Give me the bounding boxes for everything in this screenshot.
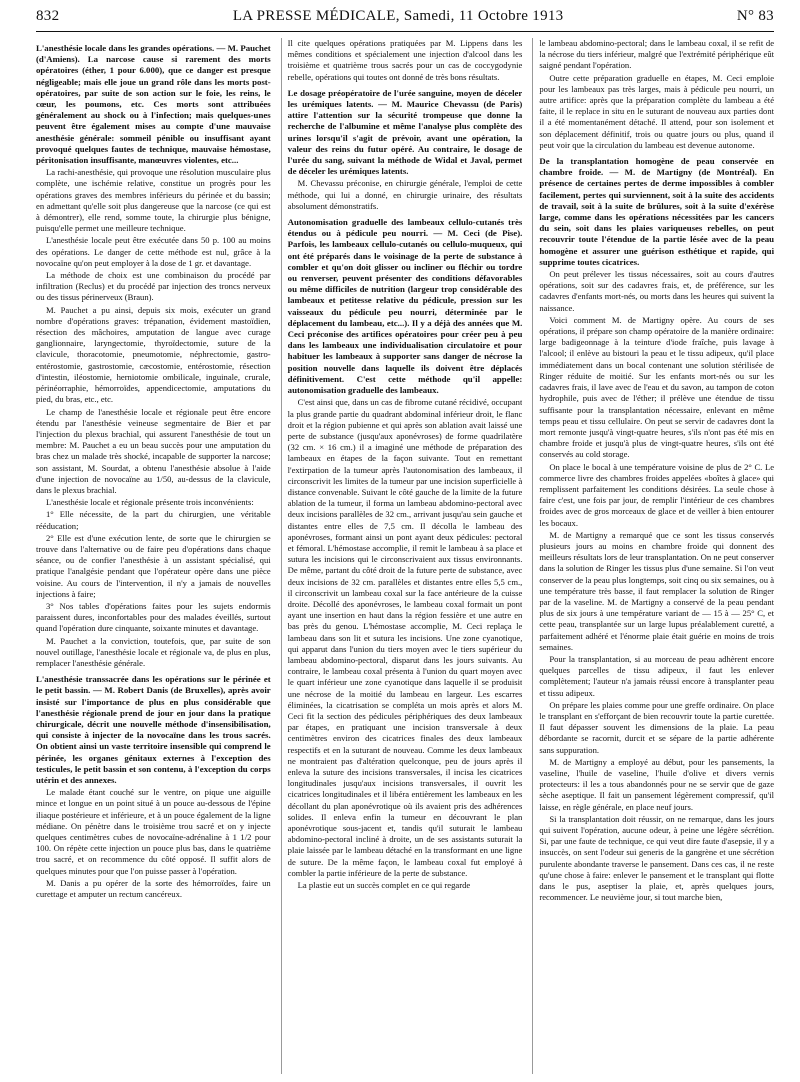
paragraph: On prépare les plaies comme pour une greffe ordinaire. On place le transplant en s'efforçant de bien recouvrir toute la partie curettée. Il faut dépasser souvent les dimensions de la plaie. La peau débordante se racornit, durcit et se sépare de la partie adhérente sans suppuration.	[539, 699, 775, 755]
section-heading: Le dosage préopératoire de l'urée sanguine, moyen de déceler les urémiques latents. — M. Maurice Chevassu (de Paris) attire l'attention sur la sécurité trompeuse que donne la recherche de l'albumine et même l'analyse plus complète des urines lorsqu'il s'agit de prévoir, avant une opération, la valeur des reins du futur opéré. Au contraire, le dosage de l'urée du sang, suivant la méthode de Widal et Javal, permet de déceler les urémiques latents.	[287, 87, 523, 177]
paragraph: Voici comment M. de Martigny opère. Au cours de ses opérations, il prépare son champ opératoire de la manière ordinaire: large badigeonnage à la teinture d'iode fraîche, puis lavage à l'alcool; il enlève au bistouri la peau et le tissu adipeux, qu'il place immédiatement dans un bocal contenant une solution stérilisée de Ringer réduite de moitié. Sur les enfants mort-nés ou sur les cadavres frais, il lave avec de l'eau et du savon, au tampon de coton hydrophile, puis avec de l'éther; il prélève une étendue de tissu suffisante pour la transplantation nécessaire, enlevant en même temps peau et tissu cellulaire. On peut se servir de cadavres dont la mort remonte jusqu'à vingt-quatre heures, s'ils n'ont pas été mis en chambre froide et jusqu'à plus de vingt-quatre heures, s'ils ont été conservés au cold storage.	[539, 314, 775, 460]
column-2	[281, 38, 523, 1074]
paragraph: M. de Martigny a remarqué que ce sont les tissus conservés plusieurs jours au moins en chambre froide qui donnent des meilleurs résultats lors de leur transplantation. On ne peut conserver dans la solution de Ringer les tissus plus d'une semaine. Si l'on veut conserver de la peau plus longtemps, soit cinq ou six semaines, ou à une température très basse, il faut remplacer la solution de Ringer par de la vaseline. M. de Martigny a conservé de la peau pendant plus de six jours à une température variant de — 15 à — 25° C, et cette peau, transplantée sur un large lupus préalablement curetté, a parfaitement adhéré et l'énorme plaie était guérie en moins de trois semaines.	[539, 529, 775, 652]
section-heading: L'anesthésie transsacrée dans les opérations sur le périnée et le petit bassin. — M. Robert Danis (de Bruxelles), après avoir insisté sur l'importance de plus en plus considérable que l'anesthésie régionale prend de jour en jour dans la pratique chirurgicale, décrit une nouvelle méthode d'insensibilisation, qui consiste à injecter de la novocaïne dans les trous sacrés. On obtient ainsi un vaste territoire insensible qui comprend le périnée, les organes génitaux externes à l'exception des testicules, le petit bassin et son contenu, à l'exception du corps utérin et des annexes.	[36, 674, 271, 785]
masthead: LA PRESSE MÉDICALE, Samedi, 11 Octobre 1913	[232, 8, 564, 24]
paragraph: M. Danis a pu opérer de la sorte des hémorroïdes, faire un curettage et amputer un rectum cancéreux.	[36, 877, 271, 900]
paragraph: Si la transplantation doit réussir, on ne remarque, dans les jours qui suivent l'opération, aucune odeur, à peine une légère sécrétion. Si, par une faute de technique, ce qui veut dire faute d'asepsie, il y a insuccès, on sent l'odeur sui generis de la gangrène et une sécrétion purulente abondante traverse le pansement. Dans ces cas, il ne reste qu'une chose à faire: enlever le pansement et le transplant qui flotte dans le pus, aseptiser la plaie, et, après quelques jours, recommencer. Le neuvième jour, si tout marche bien,	[539, 813, 775, 903]
paragraph: M. Pauchet a la conviction, toutefois, que, par suite de son nouvel outillage, l'anesthésie locale et régionale va, de plus en plus, remplacer l'anesthésie générale.	[36, 635, 271, 668]
text-columns	[36, 38, 774, 1074]
paragraph: Il cite quelques opérations pratiquées par M. Lippens dans les mêmes conditions et spécialement une injection d'alcool dans les troisième et quatrième trous sacrés pour un cas de coccygodynie rebelle, opérations qui toutes ont donné de très bons résultats.	[287, 38, 523, 82]
section-heading: Autonomisation graduelle des lambeaux cellulo-cutanés très étendus ou à pédicule peu nourri. — M. Ceci (de Pise). Parfois, les lambeaux cellulo-cutanés ou cellulo-muqueux, qui ont été préparés dans le voisinage de la perte de substance à combler et qu'on doit glisser ou incliner ou fléchir ou tordre ou renverser, peuvent présenter des conditions défavorables ou même difficiles de nutrition (largeur trop considérable des lambeaux et petitesse relative du pédicule, pression sur les vaisseaux du pédicule peu nourri, déterminée par le déplacement du lambeau, etc...). Il y a déjà des années que M. Ceci préconise des artifices opératoires pour créer peu à peu dans les lambeaux une individualisation circulatoire et pour habituer les lambeaux à supporter sans danger de nécrose la position nouvelle dans laquelle ils doivent être déplacés définitivement. C'est cette méthode qu'il appelle: autonomisation graduelle des lambeaux.	[287, 217, 523, 396]
header-rule	[36, 31, 774, 32]
paragraph: La plastie eut un succès complet en ce qui regarde	[297, 880, 471, 891]
paragraph: M. Chevassu préconise, en chirurgie générale, l'emploi de cette méthode, qui lui a donné, en chirurgie urinaire, des résultats absolument démonstratifs.	[287, 178, 523, 211]
paragraph: La méthode de choix est une combinaison du procédé par infiltration (Reclus) et du procédé par injection des troncs nerveux ou des tissus périnerveux (Braun).	[36, 270, 271, 303]
column-3	[532, 38, 774, 1074]
paragraph: Pour la transplantation, si au morceau de peau adhèrent encore quelques parcelles de tissu adipeux, il faut les enlever complètement; l'auteur n'a jamais réussi encore à transplanter peau et tissu adipeux.	[539, 653, 775, 698]
paragraph: le lambeau abdomino-pectoral; dans le lambeau coxal, il se refit de la nécrose du tiers inférieur, malgré que l'extrémité périphérique eût saigné pendant l'opération.	[539, 38, 775, 71]
paragraph: On peut prélever les tissus nécessaires, soit au cours d'autres opérations, soit sur des cadavres frais, et, de préférence, sur les cadavres d'enfants mort-nés, ou morts dans les heures qui suivent la naissance.	[539, 269, 775, 313]
issue-number: N° 83	[736, 8, 774, 24]
paragraph: 3° Nos tables d'opérations faites pour les sujets endormis paraissent dures, inconfortables pour des malades éveillés, surtout quand l'opération dure cinquante, soixante minutes et davantage.	[36, 600, 271, 634]
paragraph: L'anesthésie locale et régionale présente trois inconvénients:	[46, 497, 254, 508]
paragraph: C'est ainsi que, dans un cas de fibrome cutané récidivé, occupant la plus grande partie du quadrant abdominal inférieur droit, le flanc droit et la région pubienne et qui après son ablation avait laissé une perte de substance (jusqu'aux aponévroses) de forme quadrilatère (32 cm. × 16 cm.) il a imaginé une méthode de préparation des lambeaux en étapes de la façon suivante. Tout en remettant l'extirpation de la tumeur après l'autonomisation des lambeaux, il circonscrivit les limites de la tumeur par une incision superficielle à distance convenable. Suivant le côté gauche de la limite de la future ablation de la tumeur, il forma un lambeau abdomino-pectoral avec deux incisions parallèles de 32 cm., arrivant jusqu'au sein gauche et distantes entre elles de 7,5 cm. Il décolla le lambeau des aponévroses, formant ainsi un pont ayant deux pédicules: pectoral et fémoral. L'hémostase accomplie, il remit le lambeau à sa place et sutura les incisions qui le circonscrivaient aux tissus environnants. De même, partant du côté droit de la future perte de substance, avec deux incisions de 32 cm. parallèles et distantes entre elles 5,5 cm., il circonscrivit un lambeau coxal sur la face antérieure de la cuisse droite. Décollé des aponévroses, le lambeau coxal formait un pont ayant une insertion en haut dans la région fessière et une autre en bas près du genou. L'hémostase accomplie, M. Ceci replaça le lambeau dans son lit et sutura les incisions. Une zone cyanotique, qui apparut dans l'union du tiers moyen avec le tiers supérieur du lambeau abdomino-pectoral, disparut dans les jours suivants. Au contraire, le lambeau coxal présenta à l'union du quart moyen avec le quart inférieur une zone cyanotique dans laquelle il se produisit une nécrose de la moitié du lambeau en largeur. Les escarres éliminées, la cicatrisation se compléta un mois après et alors M. Ceci fit la section des pédicules périphériques des deux lambeaux par étapes, en pratiquant une incision transversale à deux centimètres environ des cicatrices finales des deux lambeaux respectifs et en la suturant de nouveau. Comme les deux lambeaux ne montraient pas d'altération quelconque, peu de jours après il enleva la suture des incisions transversales, il incisa les cicatrices longitudinales jusqu'aux incisions transversales, il ouvrit les cicatrices longitudinales et il libéra entièrement les lambeaux en les décollant du plan aponévrotique où ils avaient pris des adhérences solides. Il enleva enfin la tumeur en découvrant le plan aponévrotique sous-jacent et, tandis qu'il suturait le lambeau abdomino-pectoral incliné à droite, un de ses assistants suturait la plaie laissée par le lambeau détaché en la transformant en une ligne de suture. De la même façon, le lambeau coxal fut employé à combler la partie inférieure de la perte de substance.	[287, 397, 523, 878]
paragraph: 2° Elle est d'une exécution lente, de sorte que le chirurgien se trouve dans l'alternative ou de faire peu d'opérations dans chaque séance, ou de confier l'anesthésie à un assistant spécialisé, qui pratique l'analgésie pendant que l'opérateur opère dans une pièce voisine. Au cours de l'intervention, il n'y a jamais de nouvelles injections à faire;	[36, 532, 271, 599]
section-heading: L'anesthésie locale dans les grandes opérations. — M. Pauchet (d'Amiens). La narcose cause si rarement des morts opératoires (éther, 1 pour 6.000), que ce danger est presque négligeable; mais elle joue un grand rôle dans les morts post-opératoires, par suite de son action sur le foie, les reins, le cœur, les poumons, etc. Ces morts sont attribuées généralement au shock ou à l'infection; mais quelques-unes peuvent être également mises au compte d'une mauvaise anesthésie générale: sommeil pénible ou insuffisant ayant provoqué quelques fautes de technique, mauvaise hémostase, péritonisation insuffisante, manœuvres violentes, etc...	[36, 43, 271, 166]
paragraph: La rachi-anesthésie, qui provoque une résolution musculaire plus complète, une ischémie relative, constitue un progrès pour les opérations graves des membres inférieurs du périnée et du bassin; en admettant qu'elle soit plus dangereuse que la narcose (ce qui est à démontrer), elle rend, somme toute, la chirurgie plus bénigne, puisqu'elle permet une meilleure technique.	[36, 167, 271, 234]
paragraph: 1° Elle nécessite, de la part du chirurgien, une véritable rééducation;	[36, 509, 271, 531]
paragraph: On place le bocal à une température voisine de plus de 2° C. Le commerce livre des chambres froides appelées «boîtes à glace» qui remplissent parfaitement les conditions désirées. La seule chose à faire c'est, une fois par jour, de remplir l'intérieur de ces chambres froides avec de gros morceaux de glace et de veiller à bien entourer les bocaux.	[539, 461, 775, 528]
paragraph: Le malade étant couché sur le ventre, on pique une aiguille mince et longue en un point situé à un pouce au-dessous de l'épine iliaque postérieure et inférieure, et à un pouce également de la ligne médiane. On pénètre dans le troisième trou sacré et on y injecte quelques centimètres cubes de novocaïne-adrénaline à 1 1/2 pour 100. On répète cette injection un pouce plus bas, dans le quatrième trou sacré, et on recommence du côté opposé. Il suffit alors de quelques minutes pour que l'on puisse passer à l'opération.	[36, 787, 271, 876]
paragraph: M. Pauchet a pu ainsi, depuis six mois, exécuter un grand nombre d'opérations graves: trépanation, évidement mastoïdien, résection des mâchoires, amputation de langue avec curage ganglionnaire, laryngectomie, thyroïdectomie, suture de la clavicule, thoracotomie, pneumotomie, néphrectomie, gastro-entérostomie, gastrostomie, cæcostomie, entérostomie, résection d'intestin, iléostomie, herniotomie ombilicale, inguinale, crurale, périnéorraphie, hémorroïdes, appendicectomie, amputations du pied, du bras, etc., etc.	[36, 304, 271, 405]
paragraph: M. de Martigny a employé au début, pour les pansements, la vaseline, l'huile de vaseline, l'huile d'olive et divers vernis protecteurs: il les a tous abandonnés pour ne se servir que de gaze sèche aseptique. Il fait un pansement légèrement compressif, qu'il laisse, en règle générale, en place neuf jours.	[539, 756, 775, 812]
section-heading: De la transplantation homogène de peau conservée en chambre froide. — M. de Martigny (de Montréal). En présence de certaines pertes de derme impossibles à combler facilement, pertes qui surviennent, soit à la suite des accidents de travail, soit à la suite de brûlures, soit à la suite d'exérèse large, comme dans les opérations nécessitées par les cancers du sein, soit dans les plaies variqueuses rebelles, on peut recouvrir toute l'étendue de la partie lésée avec de la peau homogène et assurer une guérison esthétique et rapide, qui supprime toutes cicatrices.	[539, 156, 775, 267]
page-number: 832	[36, 8, 60, 24]
page-header	[36, 8, 774, 30]
paragraph: L'anesthésie locale peut être exécutée dans 50 p. 100 au moins des opérations. Le danger de cette méthode est nul, grâce à la novocaïne qu'on peut employer à la dose de 1 gr. et davantage.	[36, 235, 271, 268]
column-1	[36, 38, 271, 1074]
paragraph: Le champ de l'anesthésie locale et régionale peut être encore étendu par l'anesthésie veineuse segmentaire de Bier et par l'injection du plexus brachial, qui assurent l'anesthésie de tout un membre: M. Pauchet a eu un beau succès pour une amputation du bras chez un malade très shocké, incapable de supporter la narcose; son assistant, M. Sourdat, a obtenu l'anesthésie absolue à l'aide d'une injection de novocaïne au 1/50, au-dessus de la clavicule, dans le plexus brachial.	[36, 406, 271, 495]
paragraph: Outre cette préparation graduelle en étapes, M. Ceci emploie pour les lambeaux pas très larges, mais à pédicule peu nourri, un autre artifice: après que la préparation complète du lambeau a été faite, il le replace in situ en le suturant de nouveau aux parties dont il a été momentanément détaché. Il attend, pour son isolement et son déplacement définitif, trois ou quatre jours ou plus, quand il peut voir que la circulation du lambeau est devenue autonome.	[539, 72, 775, 150]
